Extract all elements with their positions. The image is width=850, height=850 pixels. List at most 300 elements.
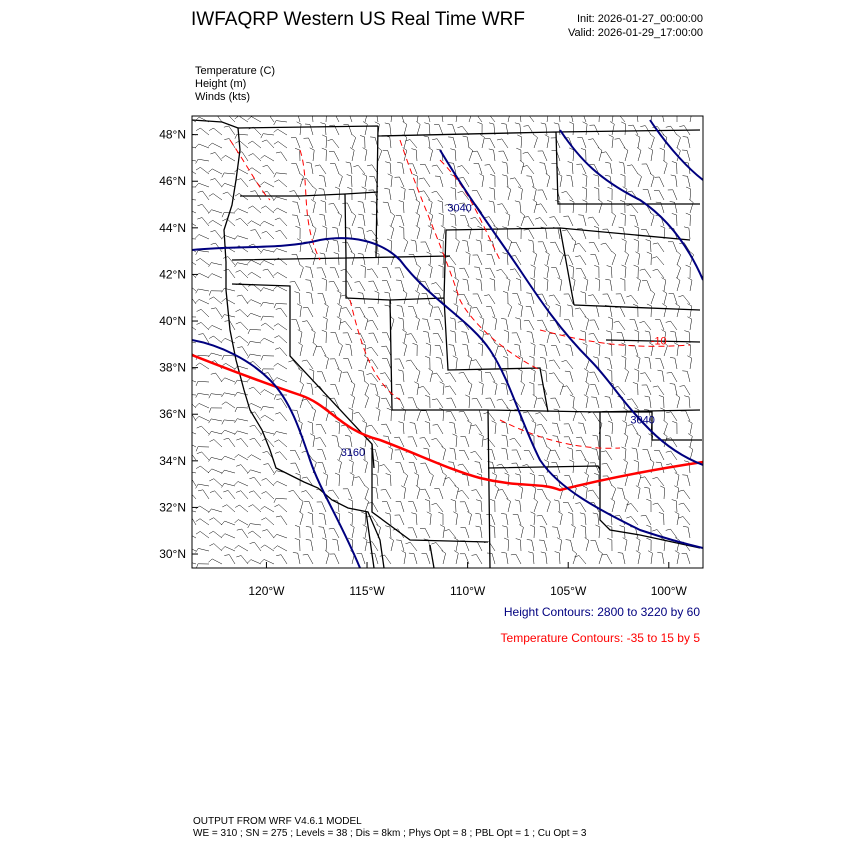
wind-barb (550, 450, 560, 460)
wind-barb (209, 544, 222, 551)
wind-barb (666, 321, 677, 330)
wind-barb (209, 408, 222, 413)
wind-barb (547, 498, 551, 512)
wind-barb (290, 450, 300, 460)
wind-barb (358, 201, 365, 213)
wind-barb (248, 221, 261, 226)
wind-barb (364, 108, 368, 122)
wind-barb (308, 512, 313, 525)
contour-label: 3040 (447, 202, 472, 215)
lon-label: 105°W (550, 584, 587, 598)
wind-barb (527, 540, 534, 552)
wind-barb (301, 491, 313, 500)
wind-barb (335, 473, 340, 486)
wind-barb (682, 475, 690, 486)
wind-barb (492, 473, 496, 486)
wind-barb (477, 370, 482, 383)
wind-barb (343, 372, 353, 382)
wind-barb (234, 209, 248, 213)
wind-barb (274, 546, 287, 551)
wind-barb (556, 304, 561, 317)
wind-barb (506, 213, 510, 226)
wind-barb (564, 437, 573, 447)
wind-barb (466, 252, 471, 265)
wind-barb (516, 148, 521, 161)
wind-barb (608, 421, 613, 434)
wind-barb (261, 415, 274, 421)
wind-barb (540, 357, 547, 369)
wind-barb (531, 265, 536, 278)
wind-barb (660, 148, 665, 161)
wind-barb (372, 474, 378, 486)
wind-barb (381, 424, 391, 434)
wind-barb (362, 421, 366, 434)
wind-barb (236, 439, 248, 448)
wind-barb (396, 215, 404, 226)
wind-barb (460, 436, 469, 447)
wind-barb (442, 447, 446, 461)
wind-barb (630, 215, 638, 226)
wind-barb (236, 310, 249, 318)
wind-barb (524, 229, 534, 239)
wind-barb (623, 460, 627, 474)
wind-barb (628, 125, 638, 135)
wind-barb (425, 499, 430, 512)
wind-barb (666, 451, 677, 460)
wind-barb (431, 438, 443, 447)
wind-barb (406, 542, 418, 551)
wind-barb (328, 139, 340, 148)
wind-barb (683, 526, 690, 538)
wind-barb (361, 512, 366, 525)
wind-barb (429, 369, 433, 383)
wind-barb (476, 526, 483, 538)
wind-barb (376, 395, 380, 408)
wind-barb (593, 435, 600, 447)
wind-barb (197, 309, 209, 317)
wind-barb (666, 529, 677, 538)
wind-barb (655, 177, 665, 187)
wind-barb (236, 179, 248, 187)
wind-barb (602, 554, 612, 564)
wind-barb (306, 162, 313, 174)
wind-barb (603, 294, 612, 304)
wind-barb (501, 383, 508, 395)
wind-barb (370, 553, 378, 564)
wind-barb (208, 509, 222, 513)
wind-barb (489, 201, 495, 213)
wind-barb (209, 220, 222, 226)
wind-barb (472, 555, 483, 565)
wind-barb (262, 530, 274, 539)
valid-time: Valid: 2026-01-29_17:00:00 (568, 27, 703, 39)
wind-barb (565, 371, 573, 382)
wind-barb (650, 212, 654, 226)
wind-barb (605, 435, 612, 447)
temperature-legend: Temperature Contours: -35 to 15 by 5 (500, 631, 700, 645)
wind-barb (459, 411, 469, 421)
wind-barb (322, 278, 327, 291)
wind-barb (274, 272, 287, 278)
wind-barb (617, 488, 625, 499)
wind-barb (537, 489, 547, 499)
wind-barb (678, 517, 690, 526)
model-info: OUTPUT FROM WRF V4.6.1 MODEL (193, 816, 362, 827)
wind-barb (546, 174, 550, 188)
wind-barb (389, 538, 393, 552)
wind-barb (540, 163, 548, 174)
wind-barb (545, 135, 549, 148)
wind-barb (538, 151, 547, 161)
wind-barb (570, 395, 574, 408)
wind-barb (545, 265, 549, 278)
wind-barb (261, 182, 275, 187)
wind-barb (411, 513, 417, 525)
wind-barb (646, 538, 651, 551)
wind-barb (687, 317, 691, 330)
wind-barb (209, 143, 223, 148)
wind-barb (329, 281, 339, 291)
wind-barb (385, 526, 391, 538)
wind-barb (594, 226, 599, 239)
wind-barb (299, 498, 303, 512)
wind-barb (558, 174, 562, 187)
wind-barb (367, 542, 378, 551)
wind-barb (395, 177, 405, 187)
wind-barb (636, 434, 640, 448)
wind-barb (395, 112, 404, 122)
wind-barb (367, 425, 378, 434)
wind-barb (601, 451, 612, 460)
wind-barb (626, 504, 638, 513)
wind-barb (315, 438, 326, 447)
wind-barb (390, 226, 394, 240)
wind-barb (588, 217, 599, 226)
wind-barb (289, 490, 301, 499)
wind-barb (585, 538, 589, 552)
wind-barb (323, 473, 327, 486)
wind-barb (528, 552, 534, 564)
wind-barb (492, 317, 496, 330)
wind-barb (467, 421, 471, 435)
wind-barb (622, 447, 627, 460)
wind-barb (382, 359, 391, 369)
wind-barb (368, 320, 378, 330)
lon-label: 115°W (349, 584, 385, 598)
wind-barb (261, 134, 274, 138)
wind-barb (401, 486, 405, 499)
wind-barb (337, 291, 341, 304)
wind-barb (511, 554, 521, 564)
wind-barb (274, 363, 287, 369)
wind-barb (451, 499, 456, 512)
wind-barb (352, 134, 356, 148)
wind-barb (410, 423, 417, 435)
wind-barb (222, 393, 236, 397)
wind-barb (273, 249, 287, 253)
wind-barb (222, 355, 235, 360)
wind-barb (454, 109, 458, 122)
wind-barb (209, 169, 223, 174)
wind-barb (457, 490, 469, 499)
wind-barb (330, 268, 339, 278)
wind-barb (531, 343, 536, 356)
wind-barb (550, 242, 560, 252)
wind-barb (261, 206, 274, 213)
wind-barb (236, 322, 248, 330)
wind-barb (537, 424, 547, 434)
wind-barb (634, 265, 639, 278)
wind-barb (290, 281, 300, 291)
lat-label: 44°N (159, 220, 186, 235)
wind-barb (378, 147, 382, 161)
wind-barb (208, 274, 222, 278)
wind-barb (564, 424, 573, 434)
wind-barb (669, 293, 677, 304)
wind-barb (183, 116, 196, 122)
wind-barb (531, 369, 535, 382)
wind-barb (402, 551, 406, 564)
wind-barb (321, 201, 326, 214)
wind-barb (263, 113, 274, 122)
wind-barb (222, 219, 235, 226)
wind-barb (361, 265, 366, 278)
wind-barb (417, 264, 421, 278)
wind-barb (196, 466, 209, 473)
wind-barb (544, 109, 548, 122)
wind-barb (235, 141, 248, 148)
wind-barb (580, 331, 586, 343)
wind-barb (583, 486, 588, 499)
wind-barb (368, 503, 378, 513)
wind-barb (589, 125, 599, 135)
wind-barb (616, 294, 625, 304)
wind-barb (623, 538, 627, 551)
wind-barb (585, 381, 589, 395)
wind-barb (247, 470, 261, 474)
wind-barb (424, 123, 430, 135)
contour-label: -10 (650, 335, 667, 348)
wind-barb (577, 138, 586, 149)
wind-barb (385, 123, 391, 135)
wind-barb (620, 200, 625, 213)
wind-barb (576, 164, 586, 174)
wind-barb (210, 179, 222, 188)
wind-barb (488, 241, 495, 252)
wind-barb (291, 164, 300, 174)
wind-barb (540, 526, 547, 538)
wind-barb (414, 382, 418, 395)
wind-barb (688, 421, 692, 434)
wind-barb (633, 304, 638, 317)
wind-barb (249, 491, 261, 499)
wind-barb (469, 147, 473, 161)
wind-barb (474, 410, 482, 421)
wind-barb (250, 542, 261, 551)
wind-barb (415, 317, 419, 331)
wind-barb (641, 229, 651, 239)
wind-barb (603, 229, 613, 239)
wind-barb (475, 462, 482, 473)
wind-barb (486, 398, 496, 408)
wind-barb (275, 452, 287, 460)
wind-barb (298, 343, 302, 357)
wind-barb (557, 538, 561, 551)
wind-barb (365, 381, 369, 395)
wind-barb (312, 225, 316, 239)
wind-barb (453, 434, 458, 447)
wind-barb (183, 442, 197, 447)
wind-barb (503, 291, 508, 304)
wind-barb (473, 255, 482, 265)
wind-barb (398, 370, 404, 382)
wind-barb (295, 148, 300, 161)
wind-barb (501, 318, 508, 330)
wind-barb (208, 210, 222, 214)
wind-barb (183, 532, 196, 538)
wind-barb (605, 162, 612, 174)
wind-barb (196, 519, 209, 525)
wind-barb (401, 187, 406, 200)
wind-barb (302, 321, 313, 330)
wind-barb (382, 281, 391, 291)
wind-barb (345, 435, 352, 447)
wind-barb (209, 128, 222, 135)
wind-barb (247, 300, 261, 304)
wind-barb (235, 545, 248, 551)
wind-barb (682, 150, 690, 161)
wind-barb (636, 356, 640, 369)
wind-barb (247, 560, 261, 564)
wind-barb (637, 278, 641, 292)
wind-barb (183, 159, 196, 163)
wind-barb (333, 240, 339, 252)
wind-barb (209, 419, 222, 423)
wind-barb (360, 135, 365, 148)
wind-barb (523, 412, 534, 421)
wind-barb (428, 265, 432, 279)
wind-barb (459, 294, 469, 304)
wind-barb (322, 330, 327, 343)
wind-barb (342, 203, 352, 213)
wind-barb (391, 212, 395, 226)
wind-barb (381, 398, 391, 408)
map-title: IWFAQRP Western US Real Time WRF (191, 9, 525, 30)
wind-barb (528, 240, 534, 252)
map-frame (192, 116, 703, 568)
wind-barb (595, 278, 600, 291)
wind-barb (274, 432, 288, 436)
coastline (192, 120, 384, 568)
wind-barb (658, 370, 665, 382)
wind-barb (365, 394, 369, 408)
wind-barb (332, 435, 339, 447)
wind-barb (581, 525, 586, 538)
wind-barb (411, 240, 417, 252)
wind-barb (195, 235, 209, 240)
wind-barb (580, 513, 586, 525)
wind-barb (346, 344, 353, 356)
wind-barb (462, 240, 469, 252)
wind-barb (515, 201, 521, 213)
wind-barb (248, 341, 261, 345)
wind-barb (461, 332, 469, 343)
wind-barb (479, 434, 484, 447)
wind-barb (331, 332, 340, 343)
wind-barb (539, 540, 547, 551)
wind-barb (517, 226, 522, 239)
wind-barb (329, 203, 339, 213)
wind-barb (196, 273, 210, 278)
wind-barb (551, 462, 560, 473)
wind-barb (211, 308, 222, 317)
wind-barb (222, 299, 235, 304)
wind-barb (381, 346, 391, 356)
wind-barb (688, 278, 692, 291)
wind-barb (670, 202, 677, 214)
wind-barb (459, 450, 469, 460)
field-label-height: Height (m) (195, 78, 247, 90)
wind-barb (592, 306, 600, 317)
wind-barb (383, 202, 391, 213)
wind-barb (274, 173, 287, 178)
wind-barb (676, 395, 680, 409)
wind-barb (351, 381, 355, 395)
wind-barb (512, 294, 521, 305)
wind-barb (668, 190, 677, 200)
wind-barb (261, 506, 274, 512)
wind-barb (454, 538, 458, 551)
wind-barb (612, 212, 616, 226)
wind-barb (581, 292, 587, 304)
wind-barb (483, 113, 495, 122)
lat-label: 36°N (159, 407, 186, 422)
wind-barb (682, 371, 690, 382)
wind-barb (532, 486, 536, 499)
wind-barb (236, 556, 248, 565)
wind-barb (567, 448, 573, 460)
wind-barb (343, 333, 352, 343)
wind-barb (576, 268, 586, 278)
wind-barb (503, 253, 509, 265)
wind-barb (306, 292, 313, 304)
wind-barb (210, 152, 222, 161)
wind-barb (460, 216, 469, 226)
wind-barb (558, 512, 562, 526)
wind-barb (578, 423, 586, 434)
wind-barb (263, 269, 274, 278)
wind-barb (208, 469, 222, 473)
wind-barb (325, 550, 329, 564)
wind-barb (475, 513, 482, 525)
wind-barb (675, 473, 679, 486)
lat-label: 48°N (159, 127, 186, 142)
wind-barb (329, 151, 339, 161)
wind-barb (598, 147, 602, 161)
wind-barb (467, 226, 471, 240)
wind-barb (474, 163, 482, 174)
wind-barb (274, 129, 287, 135)
wind-barb (385, 162, 391, 174)
wind-barb (508, 303, 512, 317)
wind-barb (558, 278, 562, 291)
wind-barb (343, 489, 352, 499)
wind-barb (367, 165, 378, 174)
wind-barb (480, 135, 484, 149)
wind-barb (416, 485, 420, 499)
wind-barb (342, 242, 352, 252)
wind-barb (261, 338, 275, 343)
